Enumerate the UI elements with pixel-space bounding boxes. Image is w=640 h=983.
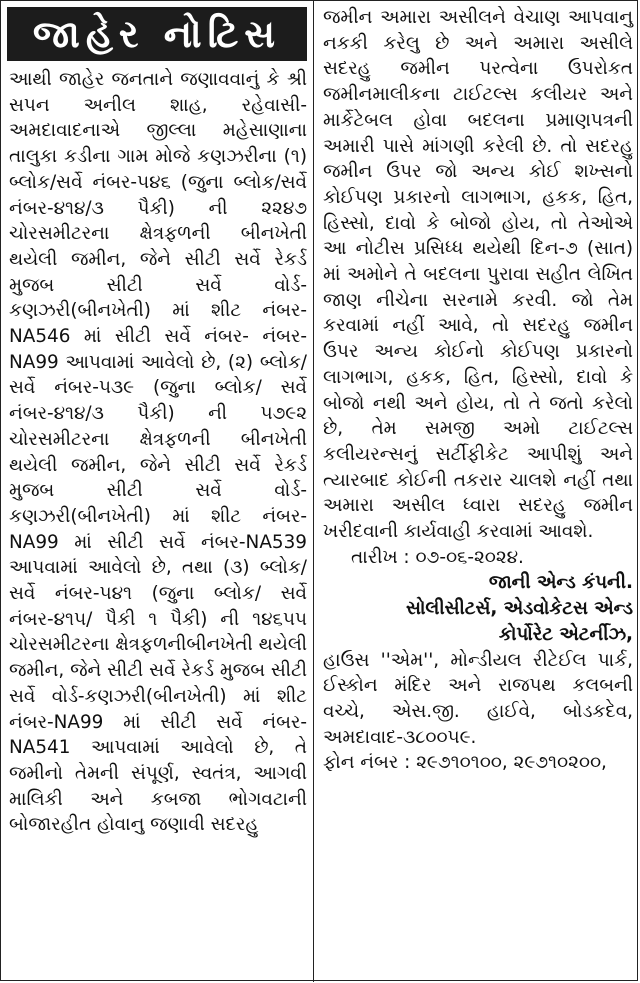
firm-address: હાઉસ ''એમ'', મોન્ડીયલ રીટેઈલ પાર્ક, ઈસ્કોન મંદિર અને રાજપથ કલબની વચ્ચે, એસ.જી. હાઈવે, બોડકદેવ, અમદાવાદ-૩૮૦૦૫૯. bbox=[323, 649, 633, 748]
firm-name: જાની એન્ડ કંપની. bbox=[488, 572, 633, 594]
notice-date: તારીખ : ૦૭-૦૬-૨૦૨૪. bbox=[351, 546, 524, 568]
firm-type-line-1: સોલીસીટર્સ, એડવોકેટસ એન્ડ bbox=[405, 598, 633, 620]
column-divider bbox=[313, 1, 314, 982]
notice-body-right: જમીન અમારા અસીલને વેચાણ આપવાનુ નકકી કરેલુ છે અને અમારા અસીલે સદરહુ જમીન પરત્વેના ઉપરોકત જમીનમાલીકના ટાઈટલ્સ કલીયર અને માર્કેટેબલ હોવા બદલના પ્રમાણપત્રની અમારી પાસે માંગણી કરેલી છે. તો સદરહુ જમીન ઉપર જો અન્ય કોઈ શખ્સનો કોઈપણ પ્રકારનો લાગભાગ, હકક, હિત, હિસ્સો, દાવો કે બોજો હોય, તો તેઓએ આ નોટીસ પ્રસિધ્ધ થયેથી દિન-૭ (સાત) માં અમોને તે બદલના પુરાવા સહીત લેખિત જાણ નીચેના સરનામે કરવી. જો તેમ કરવામાં નહીં આવે, તો સદરહુ જમીન ઉપર અન્ય કોઈનો કોઈપણ પ્રકારનો લાગભાગ, હકક, હિત, હિસ્સો, દાવો કે બોજો નથી અને હોય, તો તે જતો કરેલો છે, તેમ સમજી અમો ટાઈટલ્સ કલીયરન્સનું સર્ટીફીકેટ આપીશું અને ત્યારબાદ કોઈની તકરાર ચાલશે નહીં તથા અમારા અસીલ ધ્વારા સદરહુ જમીન ખરીદવાની કાર્યવાહી કરવામાં આવશે. bbox=[323, 7, 633, 543]
notice-right-column bbox=[323, 5, 633, 776]
firm-type-line-2: કોર્પોરેટ એટર્નીઝ, bbox=[498, 623, 633, 645]
notice-body-left-column: આથી જાહેર જનતાને જણાવવાનું કે શ્રી સપન અનીલ શાહ, રહેવાસી- અમદાવાદનાએ જીલ્લા મહેસાણાના તાલુકા કડીના ગામ મોજે કણઝરીના (૧) બ્લોક/સર્વે નંબર-૫૪૬ (જુના બ્લોક/સર્વે નંબર-૪૧૪/૩ પૈકી) ની ૨૨૪૭ ચોરસમીટરના ક્ષેત્રફળની બીનખેતી થયેલી જમીન, જેને સીટી સર્વે રેકર્ડ મુજબ સીટી સર્વે વોર્ડ- કણઝરી(બીનખેતી) માં શીટ નંબર- NA546 માં સીટી સર્વે નંબર- નંબર- NA99 આપવામાં આવેલો છે, (૨) બ્લોક/સર્વે નંબર-૫૩૯ (જુના બ્લોક/ સર્વે નંબર-૪૧૪/૩ પૈકી) ની ૫૭૯૨ ચોરસમીટરના ક્ષેત્રફળની બીનખેતી થયેલી જમીન, જેને સીટી સર્વે રેકર્ડ મુજબ સીટી સર્વે વોર્ડ- કણઝરી(બીનખેતી) માં શીટ નંબર- NA99 માં સીટી સર્વે નંબર-NA539 આપવામાં આવેલો છે, તથા (૩) બ્લોક/સર્વે નંબર-૫૪૧ (જુના બ્લોક/ સર્વે નંબર-૪૧૫/ પૈકી ૧ પૈકી) ની ૧૪૬૫૫ ચોરસમીટરના ક્ષેત્રફળનીબીનખેતી થયેલી જમીન, જેને સીટી સર્વે રેકર્ડ મુજબ સીટી સર્વે વોર્ડ-કણઝરી(બીનખેતી) માં શીટ નંબર-NA99 માં સીટી સર્વે નંબર- NA541 આપવામાં આવેલો છે, તે જમીનો તેમની સંપૂર્ણ, સ્વતંત્ર, આગવી માલિકી અને કબજા ભોગવટાની બોજારહીત હોવાનુ જણાવી સદરહુ bbox=[9, 69, 307, 836]
firm-phone: ફોન નંબર : ૨૯૭૧૦૧૦૦, ૨૯૭૧૦૨૦૦, bbox=[323, 752, 607, 774]
notice-title: જાહેર નોટિસ bbox=[7, 7, 307, 61]
